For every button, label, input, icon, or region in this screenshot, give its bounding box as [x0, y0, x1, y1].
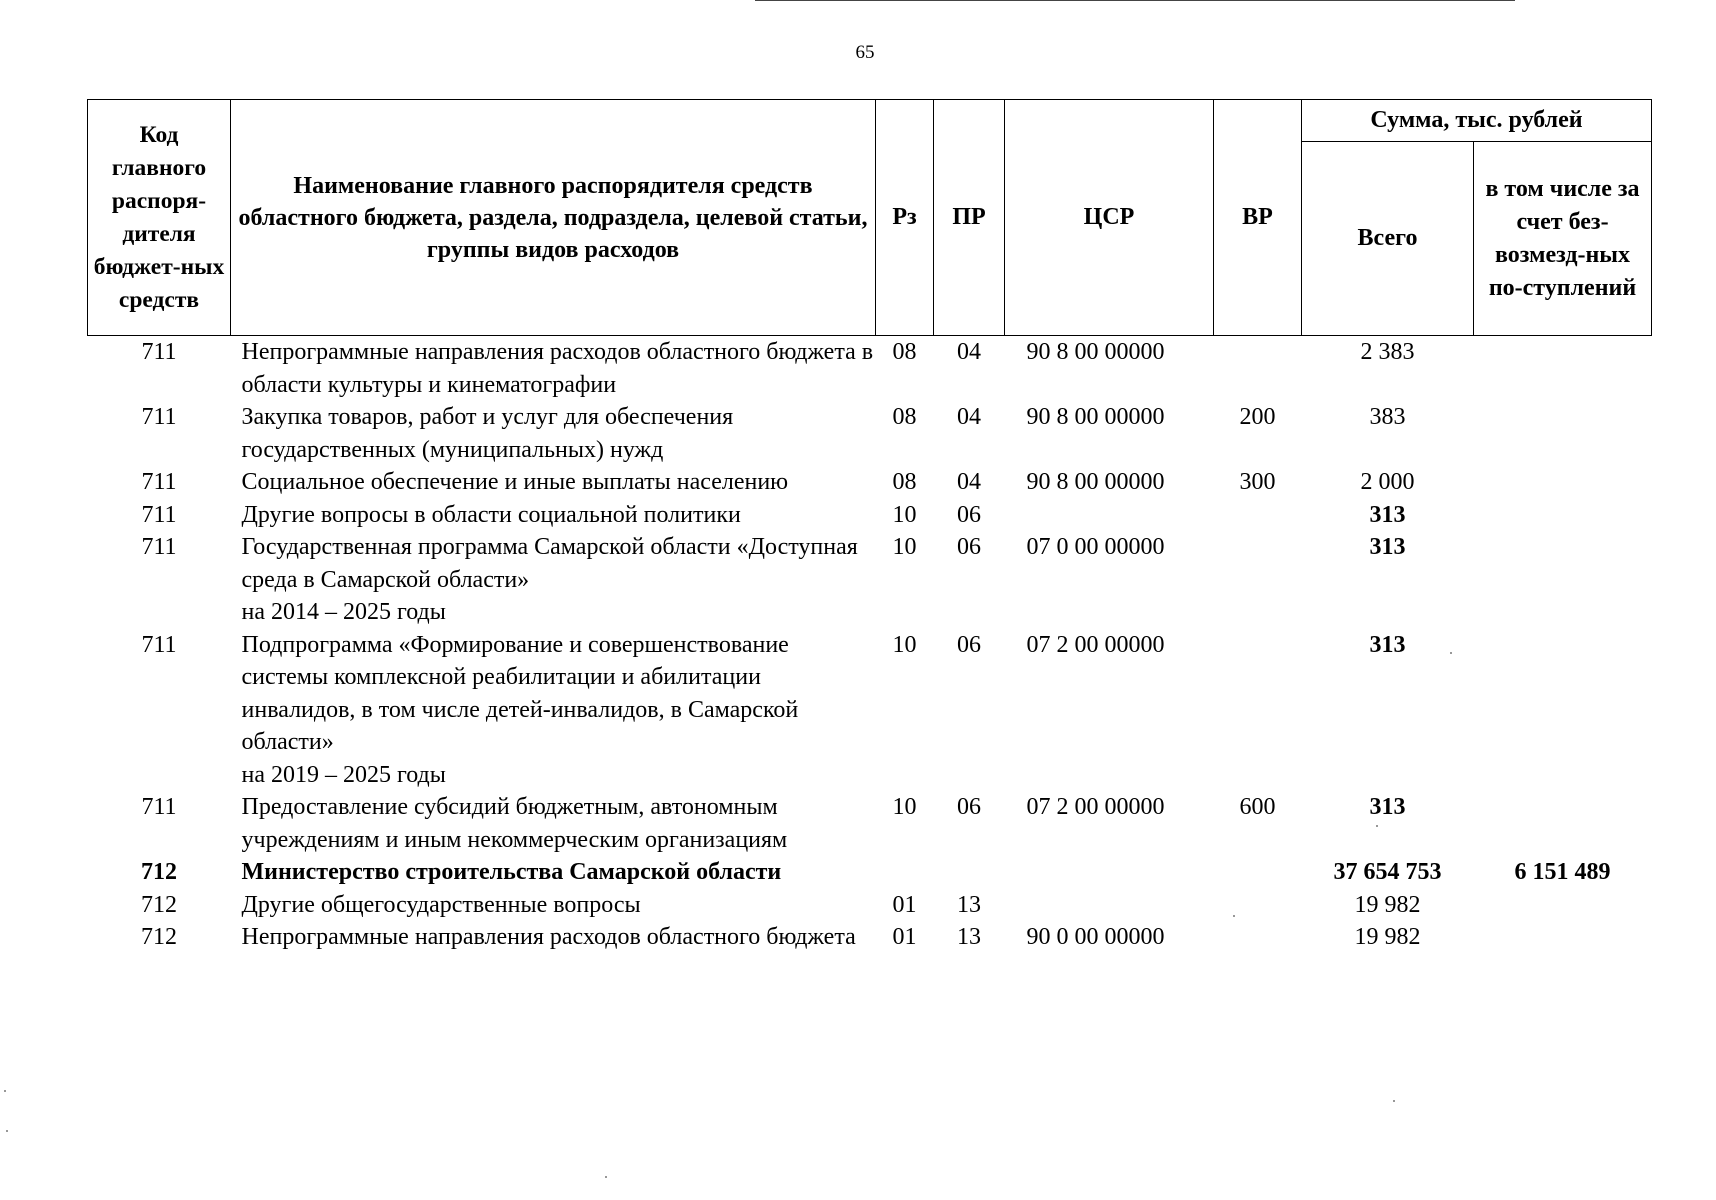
cell-rz: 08 [892, 404, 917, 430]
header-total: Всего [1302, 142, 1474, 336]
cell-pr: 04 [957, 404, 981, 430]
cell-name: Государственная программа Самарской области «Доступная среда в Самарской области» на 2014 – 2025 годы [241, 534, 858, 625]
table-row [88, 336, 1652, 402]
cell-code: 711 [141, 631, 177, 658]
table-header [88, 100, 1652, 336]
cell-csr [1005, 856, 1214, 889]
cell-name: Непрограммные направления расходов областного бюджета [241, 924, 856, 950]
cell-vr: 300 [1239, 469, 1276, 495]
cell-csr: 90 8 00 00000 [1026, 339, 1165, 365]
cell-pr: 06 [957, 631, 981, 658]
cell-total: 2 000 [1360, 469, 1415, 495]
scan-speck [1393, 1100, 1395, 1102]
cell-pr: 06 [957, 534, 981, 560]
cell-rz: 10 [892, 534, 917, 560]
cell-vr [1214, 856, 1302, 889]
table-row [88, 531, 1652, 629]
cell-vr [1214, 499, 1302, 532]
header-csr: ЦСР [1005, 100, 1214, 336]
cell-name: Социальное обеспечение и иные выплаты населению [241, 469, 789, 495]
cell-name: Непрограммные направления расходов областного бюджета в области культуры и кинематографии [241, 339, 874, 398]
cell-code: 711 [141, 534, 177, 560]
cell-rz: 01 [892, 891, 917, 918]
cell-pr: 06 [957, 501, 981, 528]
table-row [88, 856, 1652, 889]
cell-total: 313 [1369, 794, 1406, 820]
header-free: в том числе за счет без-возмезд-ных по-ступлений [1474, 142, 1652, 336]
cell-total: 313 [1369, 631, 1406, 658]
cell-free [1474, 791, 1652, 856]
table-row [88, 466, 1652, 499]
cell-rz: 10 [892, 501, 917, 528]
table-row [88, 401, 1652, 466]
cell-pr: 13 [957, 924, 981, 950]
cell-rz: 01 [892, 924, 917, 950]
top-rule [755, 0, 1515, 1]
cell-free [1474, 466, 1652, 499]
cell-csr [1005, 499, 1214, 532]
scan-speck [6, 1130, 8, 1132]
table-row [88, 629, 1652, 792]
cell-code: 711 [141, 404, 177, 430]
cell-rz [876, 856, 934, 889]
cell-csr: 90 8 00 00000 [1026, 469, 1165, 495]
cell-total: 313 [1369, 501, 1406, 528]
scan-speck [1376, 825, 1378, 827]
cell-free [1474, 336, 1652, 402]
budget-table [87, 99, 1652, 954]
header-rz: Рз [876, 100, 934, 336]
table-body [88, 336, 1652, 954]
cell-pr: 04 [957, 339, 981, 365]
cell-name: Подпрограмма «Формирование и совершенствование системы комплексной реабилитации и абилитации инвалидов, в том числе детей-инвалидов, в Самарской области» на 2019 – 2025 годы [241, 631, 799, 788]
cell-code: 712 [141, 924, 177, 950]
cell-total: 313 [1369, 534, 1406, 560]
cell-csr: 90 0 00 00000 [1026, 924, 1165, 950]
cell-total: 19 982 [1354, 891, 1421, 918]
cell-vr [1214, 921, 1302, 954]
cell-name: Другие общегосударственные вопросы [241, 891, 641, 918]
cell-vr: 200 [1239, 404, 1276, 430]
cell-pr: 04 [957, 469, 981, 495]
header-vr: ВР [1214, 100, 1302, 336]
header-code: Код главного распоря-дителя бюджет-ных средств [88, 100, 231, 336]
cell-code: 712 [141, 891, 177, 918]
cell-total: 37 654 753 [1333, 859, 1442, 885]
cell-total: 2 383 [1360, 339, 1415, 365]
cell-name: Предоставление субсидий бюджетным, автономным учреждениям и иным некоммерческим организациям [241, 794, 788, 853]
cell-code: 711 [141, 501, 177, 528]
cell-total: 19 982 [1354, 924, 1421, 950]
cell-name: Другие вопросы в области социальной политики [241, 501, 741, 528]
cell-rz: 08 [892, 469, 917, 495]
cell-vr [1214, 629, 1302, 792]
header-sum: Сумма, тыс. рублей [1302, 100, 1652, 142]
cell-free: 6 151 489 [1514, 859, 1611, 885]
cell-pr [934, 856, 1005, 889]
cell-code: 711 [141, 339, 177, 365]
page-number: 65 [855, 42, 875, 63]
cell-vr [1214, 889, 1302, 922]
cell-vr [1214, 336, 1302, 402]
cell-rz: 08 [892, 339, 917, 365]
table-row [88, 921, 1652, 954]
cell-csr: 07 2 00 00000 [1026, 631, 1165, 658]
cell-free [1474, 921, 1652, 954]
cell-rz: 10 [892, 794, 917, 820]
cell-total: 383 [1369, 404, 1406, 430]
cell-csr: 90 8 00 00000 [1026, 404, 1165, 430]
cell-pr: 06 [957, 794, 981, 820]
cell-free [1474, 629, 1652, 792]
cell-free [1474, 401, 1652, 466]
cell-free [1474, 499, 1652, 532]
scan-speck [1233, 915, 1235, 917]
cell-code: 711 [141, 469, 177, 495]
cell-csr: 07 0 00 00000 [1026, 534, 1165, 560]
table-row [88, 499, 1652, 532]
header-pr: ПР [934, 100, 1005, 336]
scan-speck [605, 1176, 607, 1178]
cell-csr: 07 2 00 00000 [1026, 794, 1165, 820]
cell-code: 711 [141, 794, 177, 820]
table-row [88, 889, 1652, 922]
cell-vr: 600 [1239, 794, 1276, 820]
cell-csr [1005, 889, 1214, 922]
scan-speck [1450, 652, 1452, 654]
cell-rz: 10 [892, 631, 917, 658]
cell-vr [1214, 531, 1302, 629]
cell-pr: 13 [957, 891, 981, 918]
cell-code: 712 [141, 859, 177, 885]
cell-free [1474, 531, 1652, 629]
table-row [88, 791, 1652, 856]
cell-name: Закупка товаров, работ и услуг для обеспечения государственных (муниципальных) нужд [241, 404, 734, 463]
cell-free [1474, 889, 1652, 922]
cell-name: Министерство строительства Самарской области [241, 859, 782, 885]
header-name: Наименование главного распорядителя средств областного бюджета, раздела, подраздела, целевой статьи, группы видов расходов [231, 100, 876, 336]
scan-speck [4, 1090, 6, 1092]
